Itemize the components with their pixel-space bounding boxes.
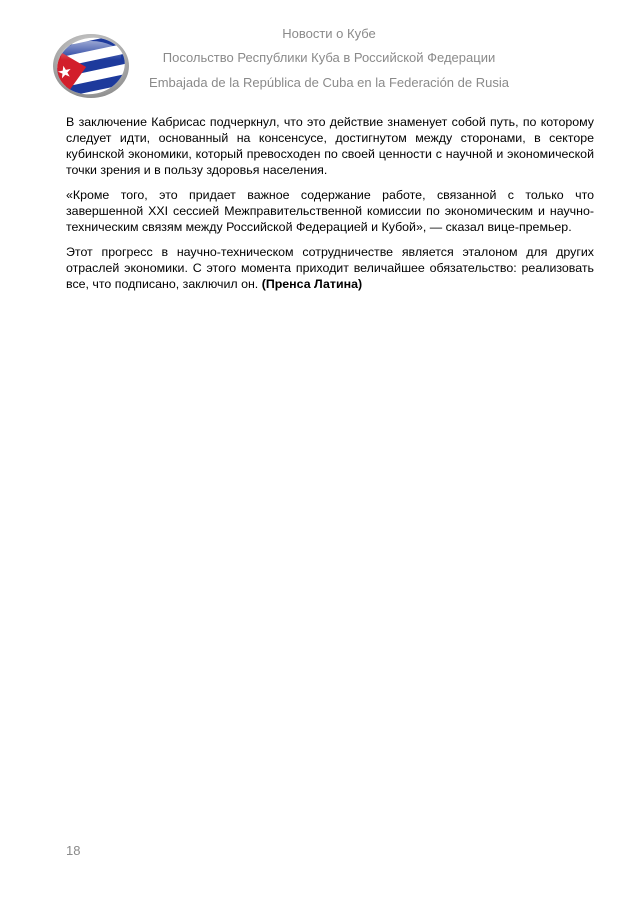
article-paragraph-2: «Кроме того, это придает важное содержание работе, связанной с только что завершенной XXI сессией Межправительственной комиссии по экономическим и научно-техническим связям между Российской Федерацией и Кубой», — сказал вице-премьер.	[66, 188, 594, 234]
article-paragraph-3	[66, 244, 594, 292]
header-title: Новости о Кубе	[282, 26, 376, 41]
article-body	[66, 114, 594, 301]
header-embassy-es: Embajada de la República de Cuba en la Federación de Rusia	[149, 75, 509, 90]
article-paragraph-3-text: Этот прогресс в научно-техническом сотрудничестве является эталоном для других отраслей экономики. С этого момента приходит величайшее обязательство: реализовать все, что подписано, заключил он.	[66, 245, 594, 291]
header-embassy-ru: Посольство Республики Куба в Российской Федерации	[162, 50, 496, 65]
article-paragraph-1: В заключение Кабрисас подчеркнул, что это действие знаменует собой путь, по которому следует идти, основанный на консенсусе, достигнутом между сторонами, в секторе кубинской экономики, который превосходен по своей ценности с научной и экономической точки зрения и в пользу здоровья населения.	[66, 115, 594, 177]
page-number: 18	[66, 843, 81, 858]
article-source: (Пренса Латина)	[261, 277, 363, 291]
